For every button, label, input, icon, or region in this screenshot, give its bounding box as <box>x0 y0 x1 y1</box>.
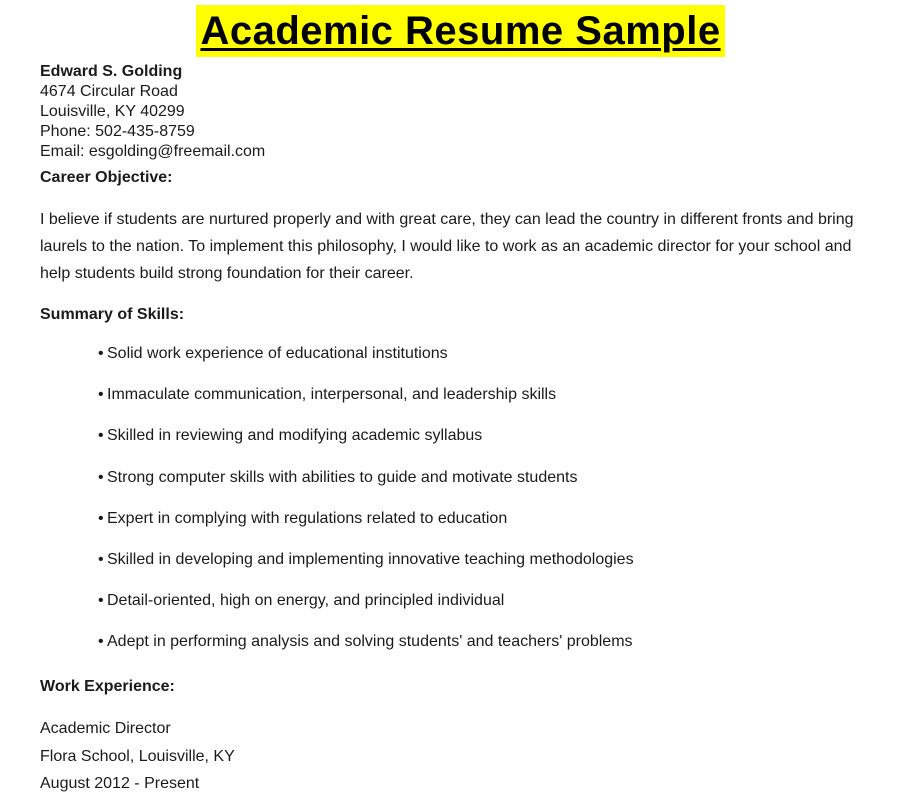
skills-heading: Summary of Skills: <box>40 306 185 323</box>
skill-text: Strong computer skills with abilities to guide and motivate students <box>107 468 578 486</box>
work-experience-heading: Work Experience: <box>40 678 175 695</box>
skill-text: Expert in complying with regulations related to education <box>107 509 508 527</box>
skill-text: Skilled in reviewing and modifying academic syllabus <box>107 427 483 445</box>
career-objective-text: I believe if students are nurtured properly and with great care, they can lead the country in different fronts and bring laurels to the nation. To implement this philosophy, I would like to work as an academic director for your school and help students build strong foundation for their career. <box>40 211 854 282</box>
bullet-icon: • <box>98 468 104 486</box>
skill-text: Adept in performing analysis and solving students' and teachers' problems <box>107 633 633 651</box>
skill-text: Solid work experience of educational institutions <box>107 345 448 362</box>
career-objective-heading: Career Objective: <box>40 169 173 186</box>
skill-item <box>98 509 634 550</box>
phone-number: Phone: 502-435-8759 <box>40 123 195 140</box>
document-title: Academic Resume Sample <box>196 5 724 57</box>
skills-list <box>98 344 634 674</box>
bullet-icon: • <box>98 550 104 568</box>
bullet-icon: • <box>98 427 104 445</box>
skill-item <box>98 468 634 509</box>
address-line-2: Louisville, KY 40299 <box>40 103 185 120</box>
skill-item <box>98 344 634 385</box>
skill-item <box>98 632 634 673</box>
job-employer: Flora School, Louisville, KY <box>40 747 235 765</box>
job-position: Academic Director <box>40 720 171 737</box>
bullet-icon: • <box>98 592 104 610</box>
email-address: Email: esgolding@freemail.com <box>40 143 266 160</box>
skill-text: Detail-oriented, high on energy, and principled individual <box>107 592 505 610</box>
address-line-1: 4674 Circular Road <box>40 83 178 100</box>
skill-text: Skilled in developing and implementing innovative teaching methodologies <box>107 550 634 568</box>
skill-item <box>98 426 634 467</box>
contact-block <box>40 62 265 162</box>
job-dates: August 2012 - Present <box>40 775 200 792</box>
work-experience-block <box>40 715 235 798</box>
skill-item <box>98 591 634 632</box>
bullet-icon: • <box>98 509 104 527</box>
applicant-name: Edward S. Golding <box>40 63 183 80</box>
title-container <box>0 5 913 57</box>
skill-item <box>98 550 634 591</box>
skill-item <box>98 385 634 426</box>
bullet-icon: • <box>98 345 104 362</box>
skill-text: Immaculate communication, interpersonal, and leadership skills <box>107 386 557 404</box>
bullet-icon: • <box>98 633 104 651</box>
bullet-icon: • <box>98 386 104 404</box>
